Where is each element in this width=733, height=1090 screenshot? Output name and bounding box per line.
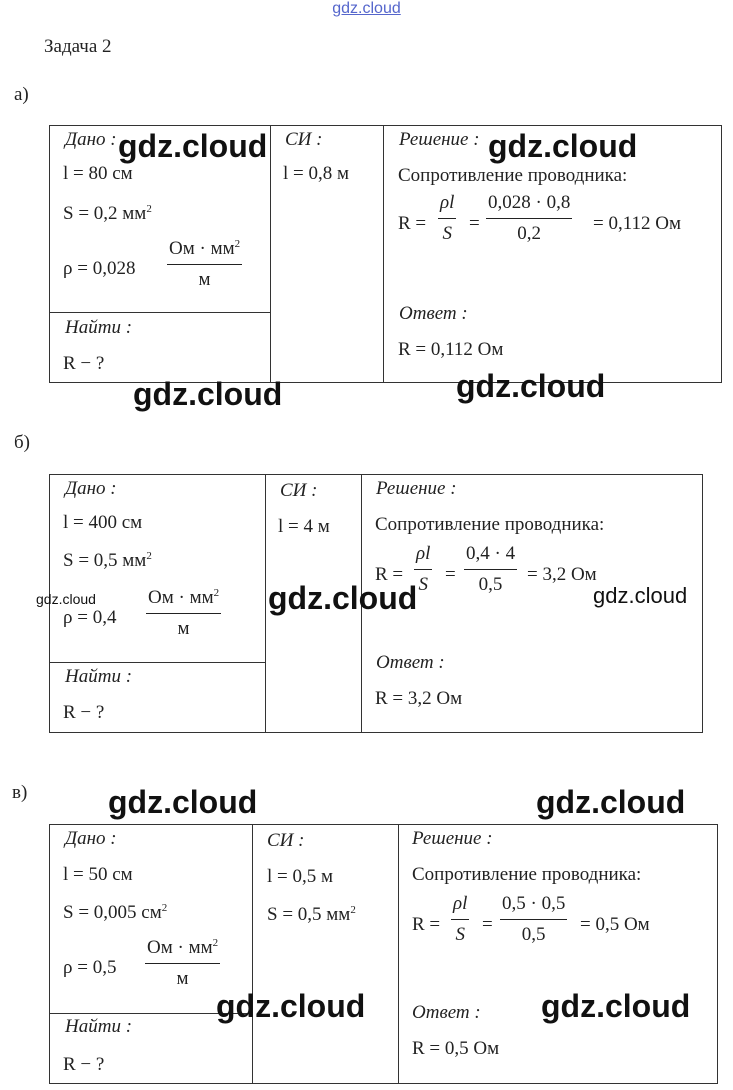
watermark: gdz.cloud [593,583,688,608]
formula-result: = 0,5 Ом [580,914,650,935]
si-header: СИ : [280,480,318,501]
given-length: l = 50 см [63,864,133,885]
watermark: gdz.cloud [541,988,691,1024]
given-header: Дано : [65,129,117,150]
formula-lhs: R = [375,564,404,585]
watermark: gdz.cloud [488,128,638,164]
given-area: S = 0,2 $мм^2$ [63,203,152,224]
formula-lhs: R = [398,213,427,234]
formula-result: = 0,112 Ом [593,213,682,234]
part-label-c: в) [12,782,28,803]
answer-header: Ответ : [376,652,445,673]
given-length: l = 400 см [63,512,143,533]
si-header: СИ : [285,129,323,150]
resistivity-unit: Ом · $мм^2$ м [169,238,241,290]
formula-equals: = [445,564,456,585]
formula-equals: = [482,914,493,935]
answer-value: R = 0,5 Ом [412,1038,500,1059]
answer-header: Ответ : [399,303,468,324]
watermark: gdz.cloud [133,376,283,412]
find-value: R − ? [63,1054,105,1075]
find-value: R − ? [63,353,105,374]
resistance-text: Сопротивление проводника: [398,165,628,186]
watermark: gdz.cloud [456,368,606,404]
given-header: Дано : [65,828,117,849]
given-resistivity: ρ = 0,5 [63,957,117,978]
given-area: S = 0,005 $см^2$ [63,902,168,923]
solution-header: Решение : [376,478,457,499]
site-link[interactable]: gdz.cloud [332,0,401,17]
formula-result: = 3,2 Ом [527,564,597,585]
formula-fraction-2: $\frac{0,4 \cdot 4}{0,5}$ [466,543,516,595]
formula-fraction-2: $\frac{0,5 \cdot 0,5}{0,5}$ [502,893,566,945]
watermark: gdz.cloud [216,988,366,1024]
watermark: gdz.cloud [268,580,418,616]
answer-value: R = 3,2 Ом [375,688,463,709]
solution-header: Решение : [412,828,493,849]
watermark: gdz.cloud [536,784,686,820]
part-label-b: б) [14,432,30,453]
given-header: Дано : [65,478,117,499]
part-label-a: а) [14,84,29,105]
answer-value: R = 0,112 Ом [398,339,504,360]
si-header: СИ : [267,830,305,851]
formula-lhs: R = [412,914,441,935]
find-value: R − ? [63,702,105,723]
find-header: Найти : [65,666,133,687]
si-value-length: l = 0,5 м [267,866,334,887]
given-resistivity: ρ = 0,028 [63,258,136,279]
resistance-text: Сопротивление проводника: [375,514,605,535]
solution-header: Решение : [399,129,480,150]
answer-header: Ответ : [412,1002,481,1023]
find-header: Найти : [65,1016,133,1037]
formula-fraction-1: $\frac{\rho l}{S}$ [440,192,455,244]
watermark: gdz.cloud [108,784,258,820]
solution-table-c [49,824,718,1084]
resistance-text: Сопротивление проводника: [412,864,642,885]
watermark: gdz.cloud [36,591,96,607]
given-resistivity: ρ = 0,4 [63,607,117,628]
si-value-area: S = 0,5 $мм^2$ [267,904,356,925]
formula-fraction-1: $\frac{\rho l}{S}$ [416,543,431,595]
si-value: l = 0,8 м [283,163,350,184]
formula-equals: = [469,213,480,234]
given-length: l = 80 см [63,163,133,184]
resistivity-unit: Ом · $мм^2$ м [147,937,219,989]
given-area: S = 0,5 $мм^2$ [63,550,152,571]
formula-fraction-1: $\frac{\rho l}{S}$ [453,893,468,945]
task-title: Задача 2 [44,36,112,57]
watermark: gdz.cloud [118,128,268,164]
si-value: l = 4 м [278,516,330,537]
find-header: Найти : [65,317,133,338]
resistivity-unit: Ом · $мм^2$ м [148,587,220,639]
formula-fraction-2: $\frac{0,028 \cdot 0,8}{0,2}$ [488,192,571,244]
